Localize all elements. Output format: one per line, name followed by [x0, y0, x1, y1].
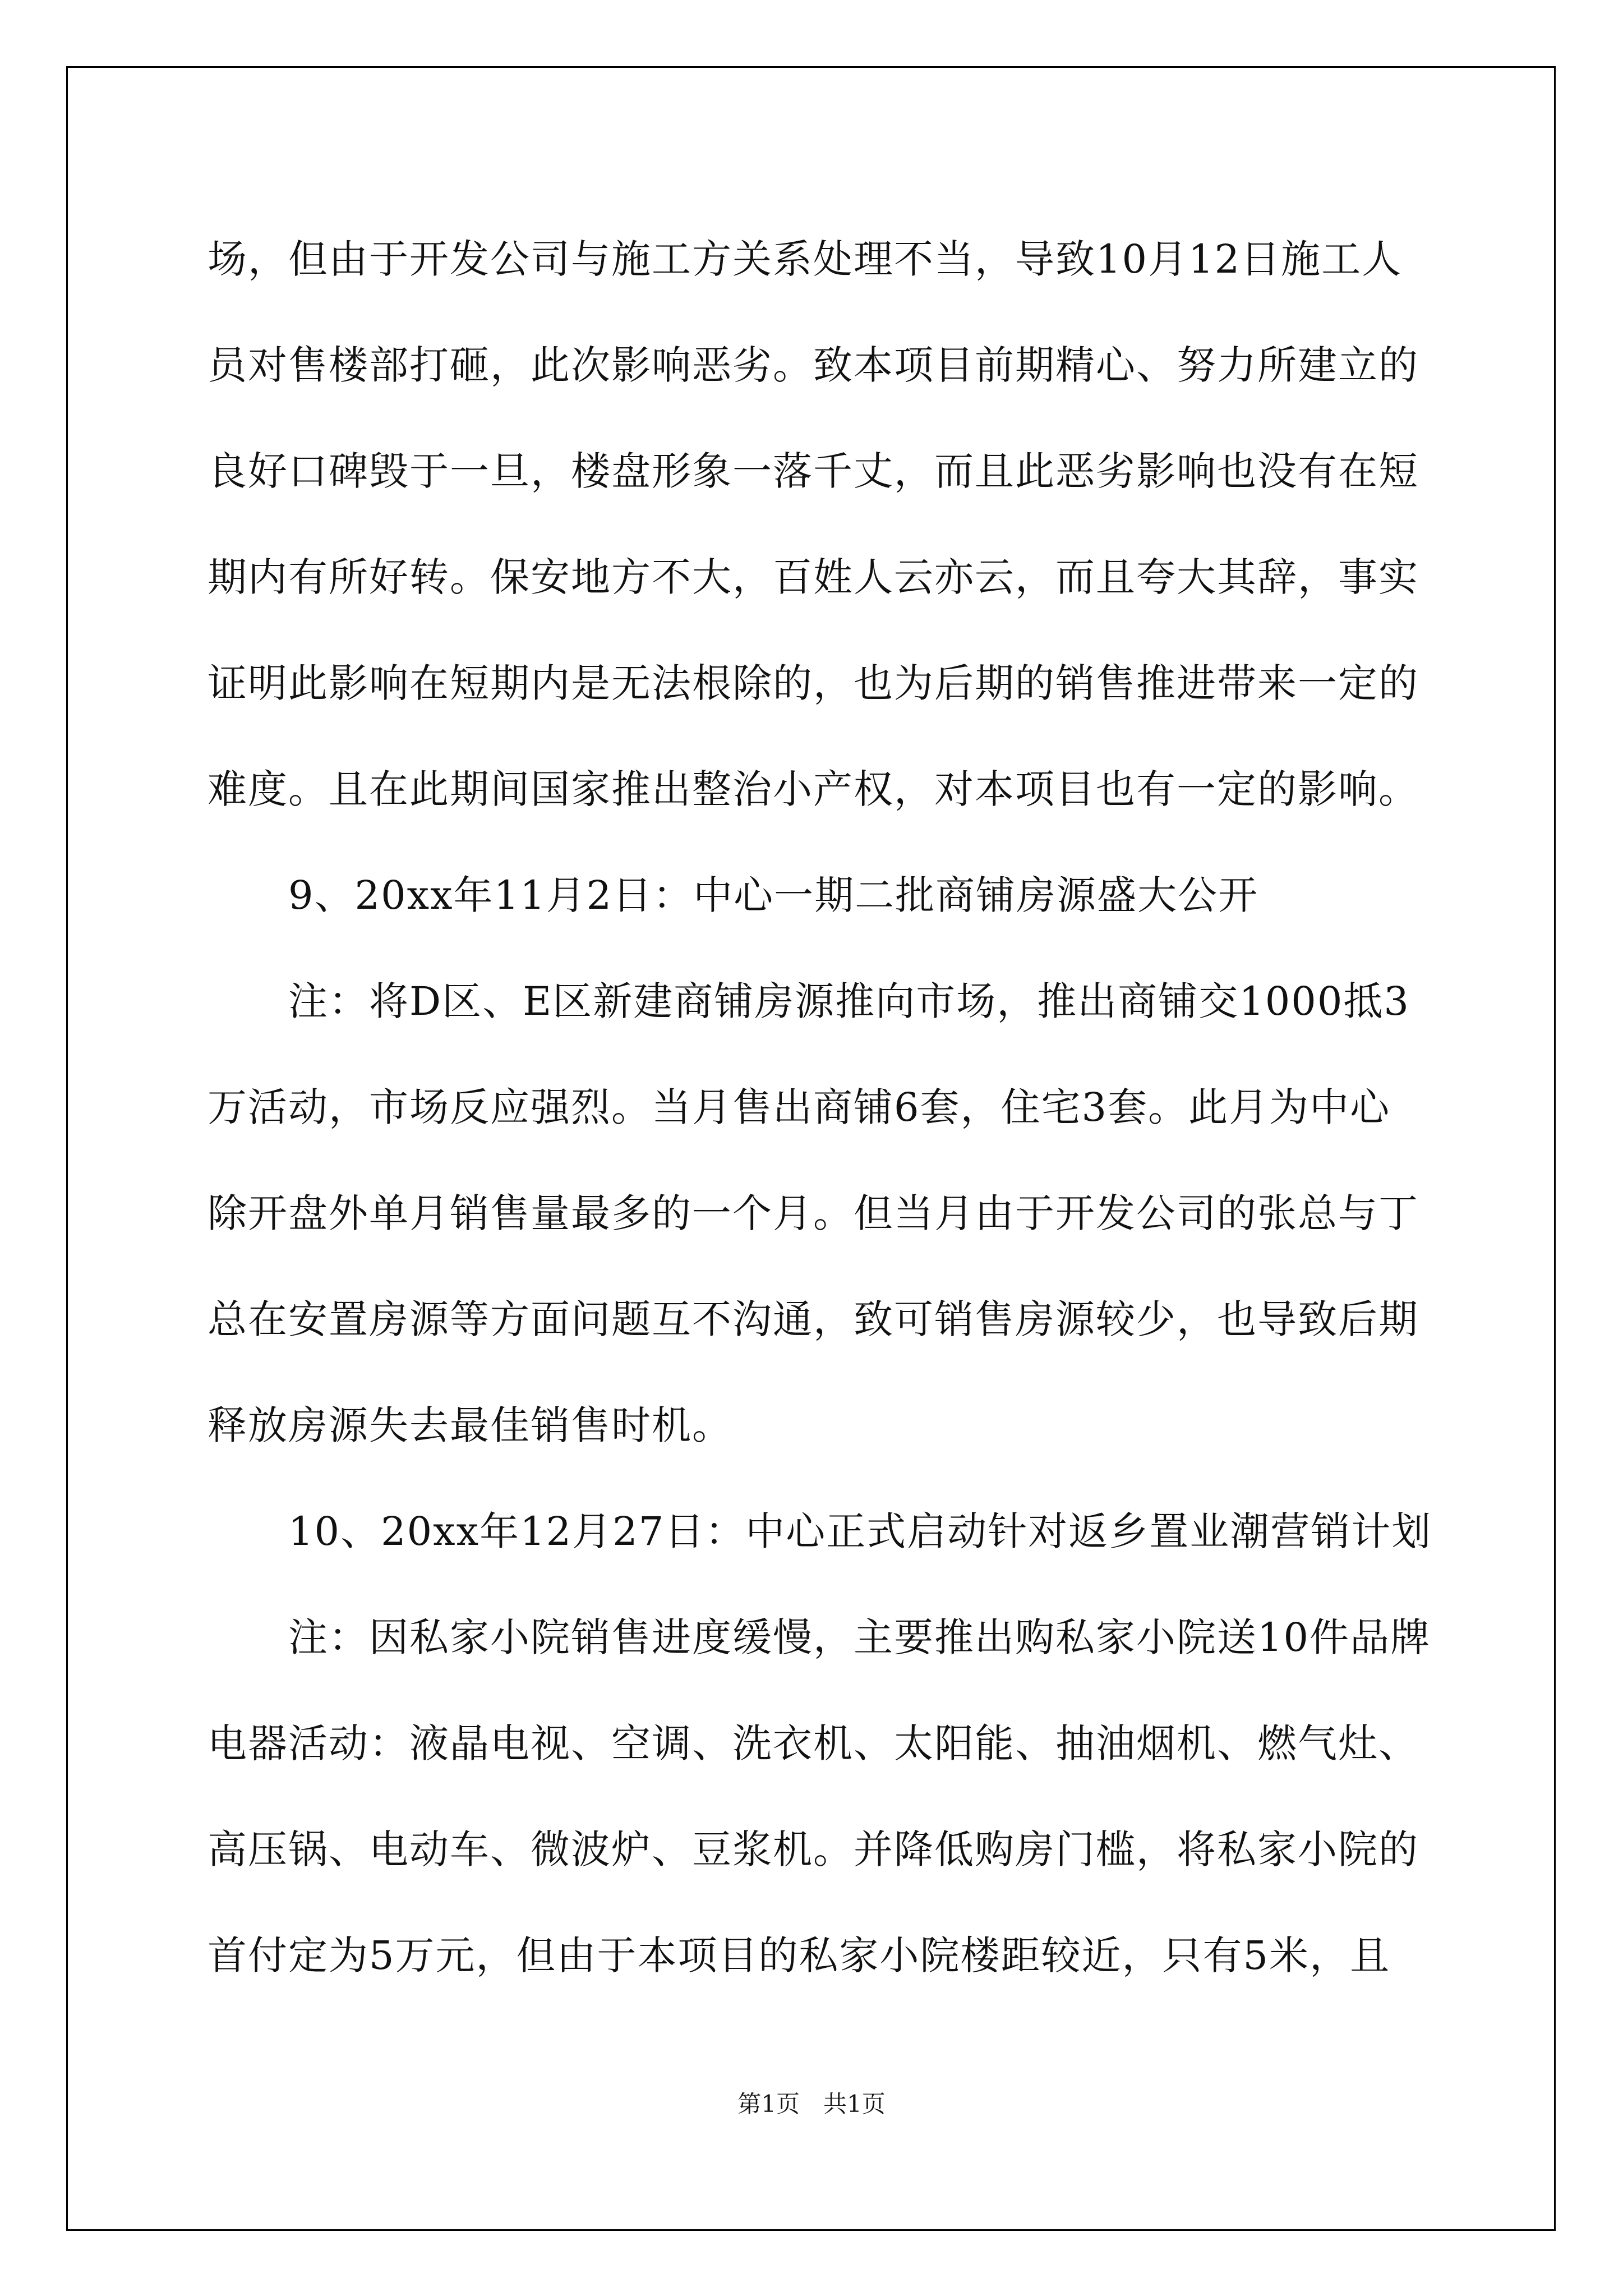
- text-line: 场，但由于开发公司与施工方关系处理不当，导致10月12日施工人: [208, 236, 1403, 282]
- text-line: 万活动，市场反应强烈。当月售出商铺6套，住宅3套。此月为中心: [208, 1084, 1391, 1130]
- text-line: 注：将D区、E区新建商铺房源推向市场，推出商铺交1000抵3: [208, 978, 1410, 1024]
- text-line: 高压锅、电动车、微波炉、豆浆机。并降低购房门槛，将私家小院的: [208, 1826, 1419, 1872]
- text-line: 员对售楼部打砸，此次影响恶劣。致本项目前期精心、努力所建立的: [208, 342, 1419, 388]
- heading-line: 10、20xx年12月27日：中心正式启动针对返乡置业潮营销计划: [208, 1508, 1432, 1554]
- text-line: 难度。且在此期间国家推出整治小产权，对本项目也有一定的影响。: [208, 766, 1419, 812]
- text-line: 注：因私家小院销售进度缓慢，主要推出购私家小院送10件品牌: [208, 1614, 1431, 1660]
- page-footer: 第1页 共1页: [737, 2090, 886, 2118]
- text-line: 期内有所好转。保安地方不大，百姓人云亦云，而且夸大其辞，事实: [208, 554, 1419, 600]
- document-body: [208, 206, 1432, 2009]
- text-line: 证明此影响在短期内是无法根除的，也为后期的销售推进带来一定的: [208, 660, 1419, 706]
- text-line: 电器活动：液晶电视、空调、洗衣机、太阳能、抽油烟机、燃气灶、: [208, 1720, 1419, 1766]
- text-line: 释放房源失去最佳销售时机。: [208, 1402, 732, 1448]
- text-line: 除开盘外单月销售量最多的一个月。但当月由于开发公司的张总与丁: [208, 1190, 1419, 1236]
- text-line: 首付定为5万元，但由于本项目的私家小院楼距较近，只有5米，且: [208, 1932, 1391, 1978]
- text-line: 总在安置房源等方面问题互不沟通，致可销售房源较少，也导致后期: [208, 1296, 1419, 1342]
- heading-line: 9、20xx年11月2日：中心一期二批商铺房源盛大公开: [208, 872, 1259, 918]
- text-line: 良好口碑毁于一旦，楼盘形象一落千丈，而且此恶劣影响也没有在短: [208, 448, 1419, 494]
